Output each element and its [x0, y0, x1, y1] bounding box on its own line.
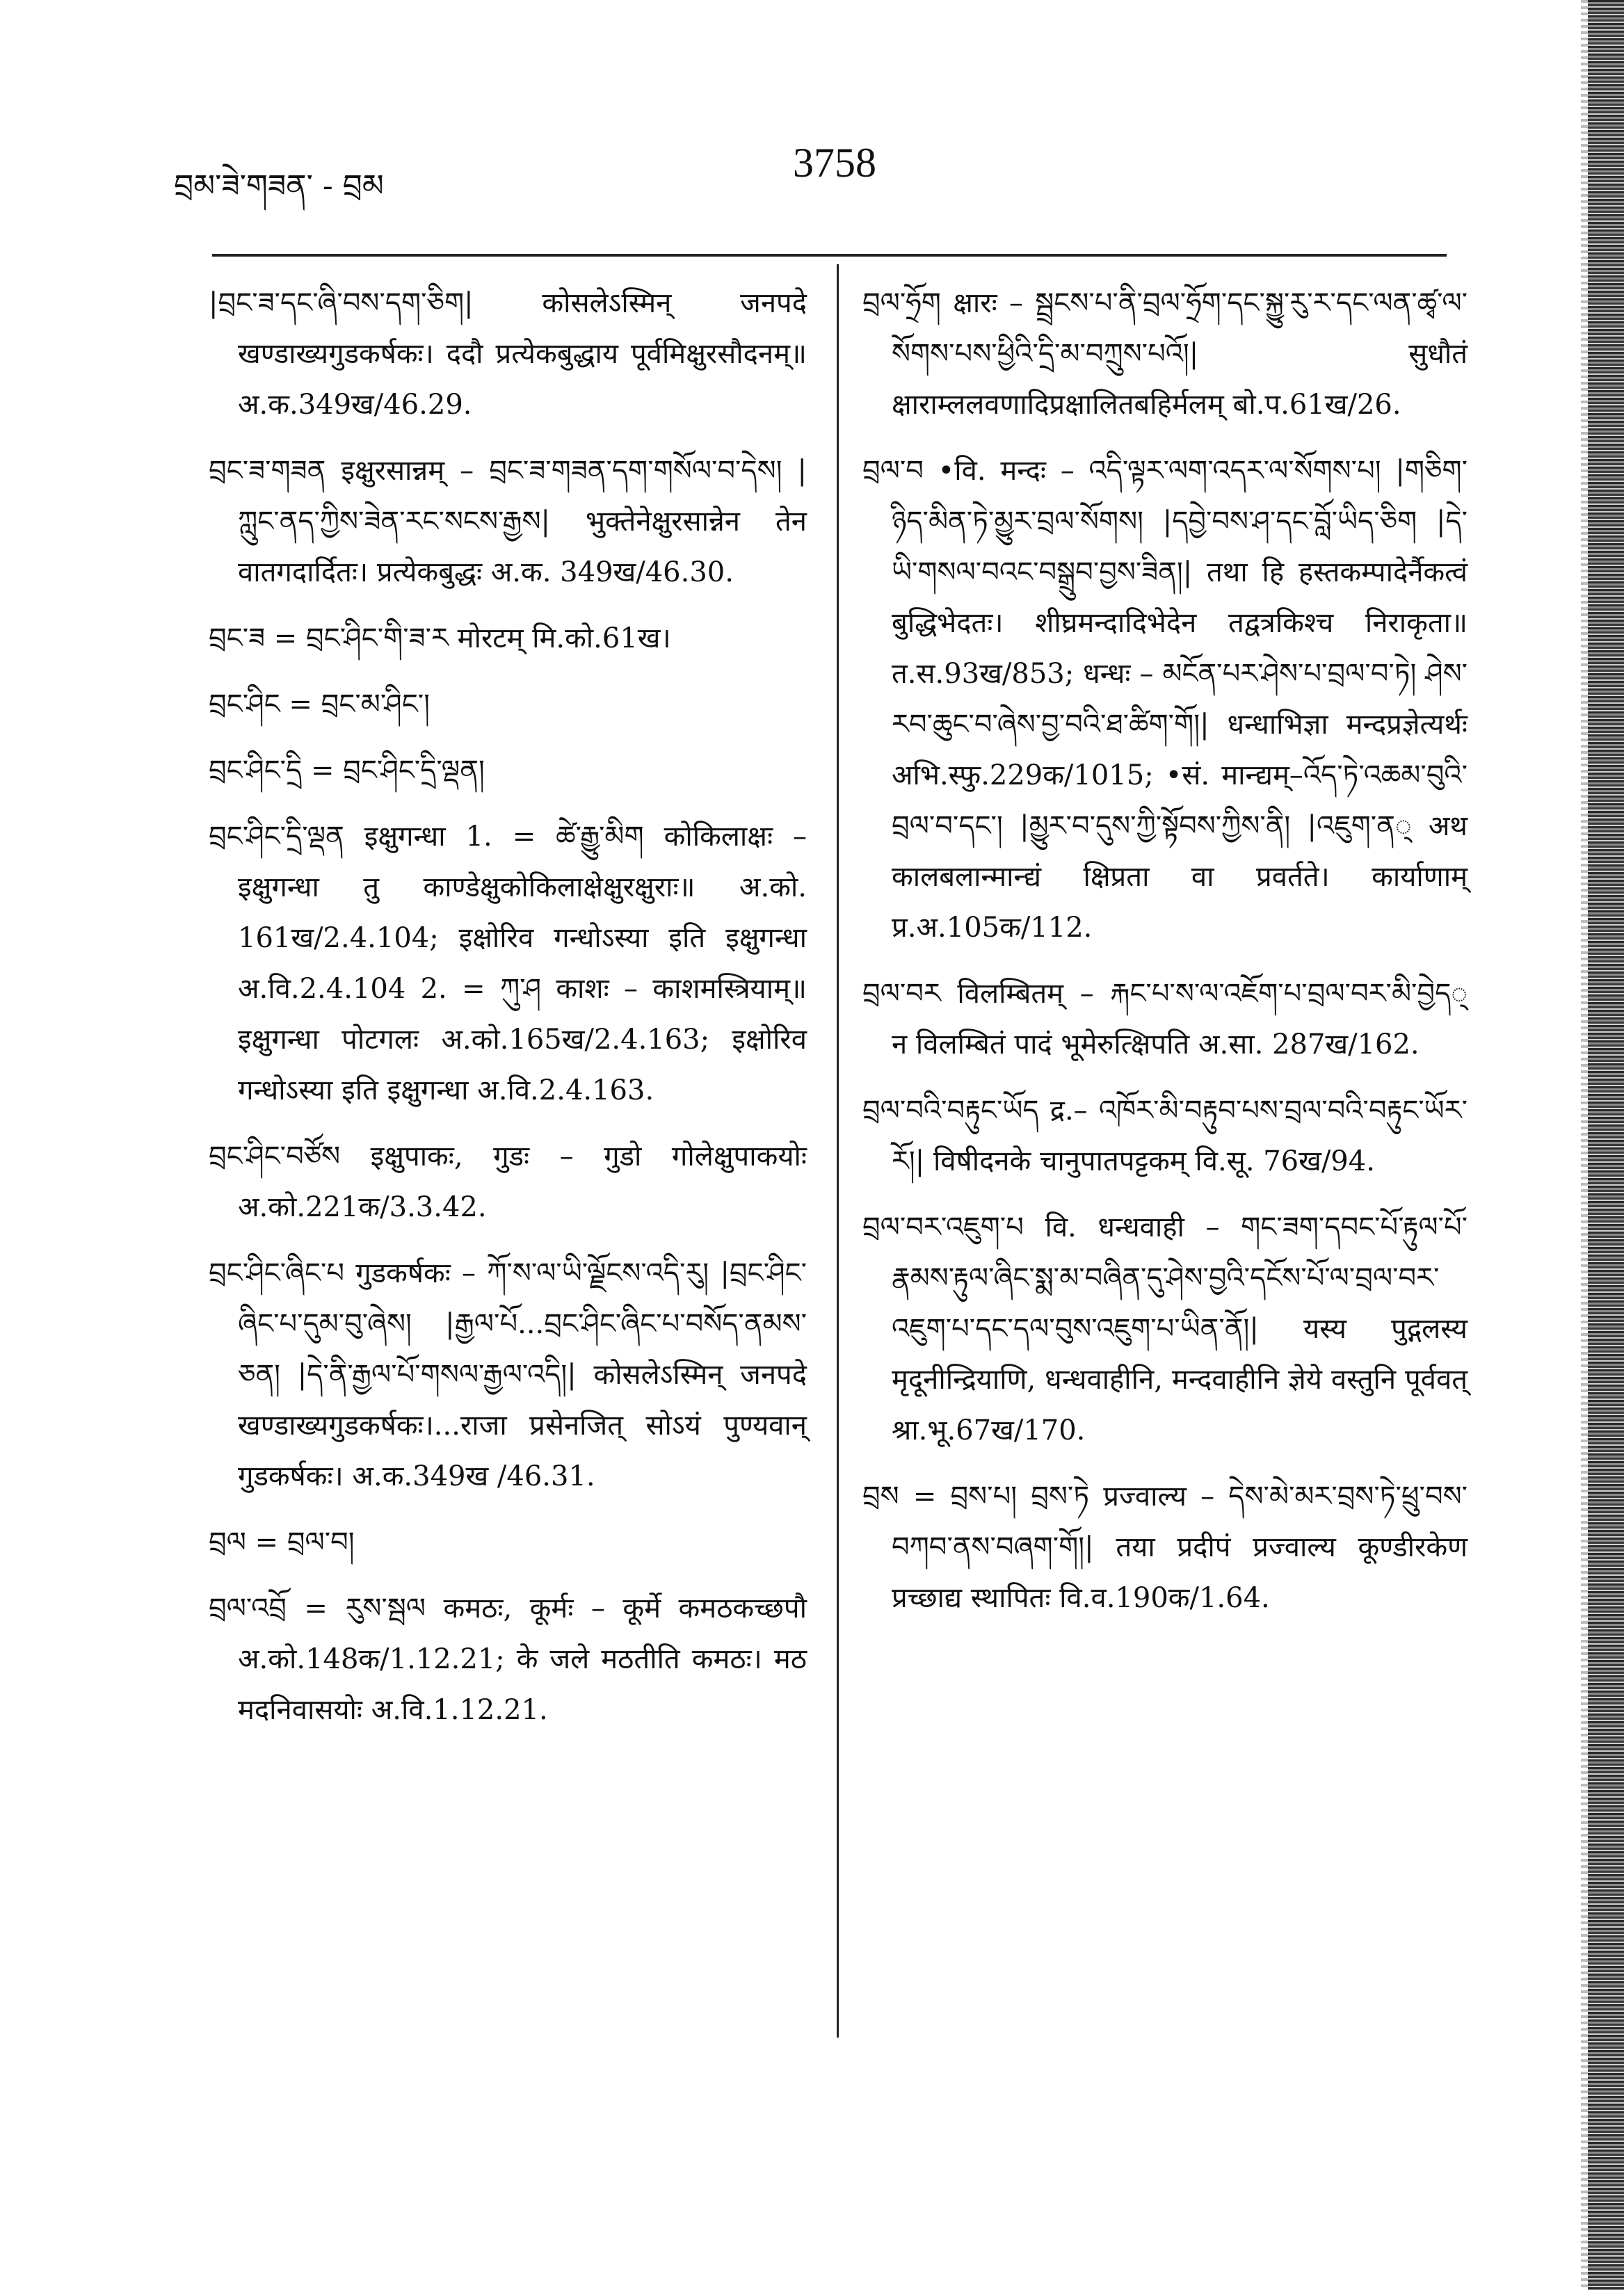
header-rule [212, 254, 1447, 257]
dictionary-entry: བྲང་ཤིང = བྲང་མ་ཤིང་། [209, 688, 431, 720]
dictionary-entry: བྲལ = བྲལ་བ། [209, 1526, 355, 1558]
dictionary-entry: བྲས = བྲས་པ། བྲས་ཏེ प्रज्वाल्य – དེས་མེ་མར་བྲས་ཏེ་ཕྲུ་བས་བཀབ་ནས་བཞག་གོ།| तया प्रदीपं प्रज्वाल्य कूण्डीरकेण प्रच्छाद्य स्थापितः वि.व.190क/1.64. [862, 1481, 1468, 1614]
scan-edge-strip [1588, 0, 1624, 2290]
column-divider [837, 264, 839, 2038]
left-column [209, 278, 807, 1751]
dictionary-entry: བྲང་ཤིང་བཙོས इक्षुपाकः, गुडः – गुडो गोलेक्षुपाकयोः अ.को.221क/3.3.42. [209, 1140, 807, 1223]
scan-edge-shadow [1581, 0, 1588, 2290]
dictionary-entry: བྲང་ཟ = བྲང་ཤིང་གི་ཟ་ར मोरटम् मि.को.61ख। [209, 622, 671, 654]
dictionary-entry: བྲང་ཤིང་ཞིང་པ गुडकर्षकः – ཀོ་ས་ལ་ཡི་ལྗོངས་འདི་རུ། |བྲང་ཤིང་ཞིང་པ་དུམ་བུ་ཞེས། |རྒྱལ་པོ...བྲང་ཤིང་ཞིང་པ་བསོད་ནམས་ཅན། |དེ་ནི་རྒྱལ་པོ་གསལ་རྒྱལ་འདི།| कोसलेऽस्मिन् जनपदे खण्डाख्यगुडकर्षकः।...राजा प्रसेनजित् सोऽयं पुण्यवान् गुडकर्षकः। अ.क.349ख /46.31. [209, 1257, 807, 1492]
dictionary-entry: བྲལ་བར་འཇུག་པ वि. धन्धवाही – གང་ཟག་དབང་པོ་རྟུལ་པོ་རྣམས་རྟུལ་ཞིང་སྨ་མ་བཞིན་དུ་ཤེས་བྱའི་དངོས་པོ་ལ་བྲལ་བར་འཇུག་པ་དང་དལ་བུས་འཇུག་པ་ཡིན་ནོ།| यस्य पुद्गलस्य मृदूनीन्द्रियाणि, धन्धवाहीनि, मन्दवाहीनि ज्ञेये वस्तुनि पूर्ववत् श्रा.भू.67ख/170. [862, 1211, 1468, 1446]
running-head: བྲམ་ཟེ་གཟན་ - བྲམ [174, 168, 384, 204]
dictionary-entry: བྲང་ཤིང་དྲི་ལྡན इक्षुगन्धा 1. = ཚེ་རྒྱུ་མིག कोकिलाक्षः – इक्षुगन्धा तु काण्डेक्षुकोकिलाक्षेक्षुरक्षुराः॥ अ.को. 161ख/2.4.104; इक्षोरिव गन्धोऽस्या इति इक्षुगन्धा अ.वि.2.4.104 2. = ཀུ་ཤ काशः – काशमस्त्रियाम्॥ इक्षुगन्धा पोटगलः अ.को.165ख/2.4.163; इक्षोरिव गन्धोऽस्या इति इक्षुगन्धा अ.वि.2.4.163. [209, 821, 807, 1106]
dictionary-entry: བྲལ་བར विलम्बितम् – རྐང་པ་ས་ལ་འཇོག་པ་བྲལ་བར་མི་བྱེད् न विलम्बितं पादं भूमेरुत्क्षिपति अ.सा. 287ख/162. [862, 978, 1468, 1061]
dictionary-entry: བྲལ་བའི་བརྟུང་ཡོད द्र.– འཁོར་མི་བརྟུབ་པས་བྲལ་བའི་བརྟུང་ཡོར་རོ།| विषीदनके चानुपातपट्टकम् वि.सू. 76ख/94. [862, 1095, 1468, 1177]
page-number: 3758 [793, 140, 876, 186]
dictionary-entry: བྲལ་འབྲོ = རུས་སྦལ कमठः, कूर्मः – कूर्मे कमठकच्छपौ अ.को.148क/1.12.21; के जले मठतीति कमठः। मठ मदनिवासयोः अ.वि.1.12.21. [209, 1592, 807, 1726]
right-column [862, 278, 1468, 1639]
page-header [174, 139, 1447, 202]
dictionary-entry: |བྲང་ཟ་དང་ཞི་བས་དག་ཅིག| कोसलेऽस्मिन् जनपदे खण्डाख्यगुडकर्षकः। ददौ प्रत्येकबुद्धाय पूर्वमिक्षुरसौदनम्॥ अ.क.349ख/46.29. [209, 287, 807, 421]
dictionary-entry: བྲལ་ཧྲོག क्षारः – སྦྲངས་པ་ནི་བྲལ་ཧྲོག་དང་སྐྱུ་རུ་ར་དང་ལན་ཚྭ་ལ་སོགས་པས་ཕྱིའི་དྲི་མ་བཀྲུས་པའོ།| सुधौतं क्षाराम्ललवणादिप्रक्षालितबहिर्मलम् बो.प.61ख/26. [862, 287, 1468, 421]
dictionary-entry: བྲང་ཤིང་དྲི = བྲང་ཤིང་དྲི་ལྡན། [209, 755, 485, 787]
dictionary-entry: བྲལ་བ •वि. मन्दः – འདི་ལྟར་ལག་འདར་ལ་སོགས་པ། |གཅིག་ཉིད་མིན་ཏེ་མྱུར་བྲལ་སོགས། |དབྱེ་བས་ཤ་དང་བློ་ཡིད་ཅིག |དེ་ཡི་གསལ་བའང་བསྒྲུབ་བྱས་ཟིན།| तथा हि हस्तकम्पादेर्नैकत्वं बुद्धिभेदतः। शीघ्रमन्दादिभेदेन तद्वत्रकिश्च निराकृता॥ त.स.93ख/853; धन्धः – མངོན་པར་ཤེས་པ་བྲལ་བ་ཏེ། ཤེས་རབ་ཆུང་བ་ཞེས་བྱ་བའི་ཐ་ཚིག་གོ།| धन्धाभिज्ञा मन्दप्रज्ञेत्यर्थः अभि.स्फु.229क/1015; •सं. मान्द्यम्–འོད་ཏེ་འཆམ་བུའི་བྲལ་བ་དང་། |མྱུར་བ་དུས་ཀྱི་སྟོབས་ཀྱིས་ནི། |འཇུག་ན् अथ कालबलान्मान्द्यं क्षिप्रता वा प्रवर्तते। कार्याणाम् प्र.अ.105क/112. [862, 455, 1468, 944]
dictionary-entry: བྲང་ཟ་གཟན इक्षुरसान्नम् – བྲང་ཟ་གཟན་དག་གསོལ་བ་དེས། |ཀླུང་ནད་ཀྱིས་ཟེན་རང་སངས་རྒྱས| भुक्तेनेक्षुरसान्नेन तेन वातगदार्दितः। प्रत्येकबुद्धः अ.क. 349ख/46.30. [209, 455, 807, 588]
